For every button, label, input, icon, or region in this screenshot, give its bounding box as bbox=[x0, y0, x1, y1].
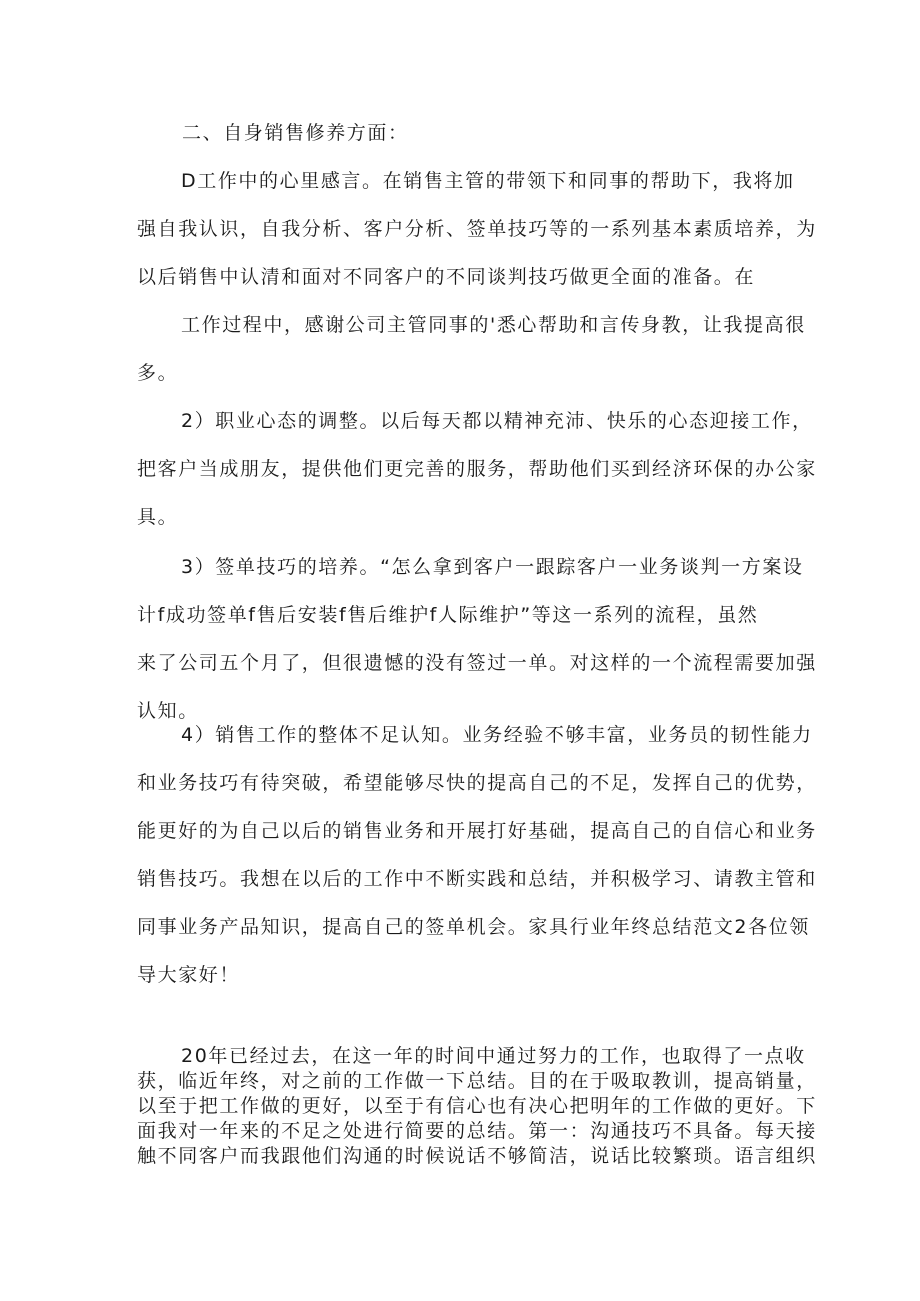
text-line: 强自我认识，自我分析、客户分析、签单技巧等的一系列基本素质培养，为 bbox=[137, 218, 817, 240]
text-line: 获，临近年终，对之前的工作做一下总结。目的在于吸取教训，提高销量， bbox=[137, 1070, 817, 1092]
paragraph-1 bbox=[137, 157, 817, 301]
paragraph-6 bbox=[137, 1044, 817, 1169]
text-line: 工作过程中，感谢公司主管同事的'悉心帮助和言传身教，让我提高很 bbox=[181, 314, 806, 336]
text-line: 把客户当成朋友，提供他们更完善的服务，帮助他们买到经济环保的办公家 bbox=[137, 458, 817, 480]
text-line: 以至于把工作做的更好，以至于有信心也有决心把明年的工作做的更好。下 bbox=[137, 1095, 817, 1117]
section-heading: 二、自身销售修养方面： bbox=[182, 122, 409, 144]
text-line: 销售技巧。我想在以后的工作中不断实践和总结，并积极学习、请教主管和 bbox=[137, 868, 817, 890]
text-line: 具。 bbox=[137, 506, 179, 528]
text-line: 导大家好！ bbox=[137, 964, 241, 986]
text-line: 以后销售中认清和面对不同客户的不同谈判技巧做更全面的准备。在 bbox=[137, 266, 756, 288]
text-line: 面我对一年来的不足之处进行简要的总结。第一：沟通技巧不具备。每天接 bbox=[137, 1120, 817, 1142]
text-line: 多。 bbox=[137, 362, 179, 384]
paragraph-3 bbox=[137, 397, 817, 541]
text-line: 能更好的为自己以后的销售业务和开展打好基础，提高自己的自信心和业务 bbox=[137, 820, 817, 842]
text-line: 触不同客户而我跟他们沟通的时候说话不够简洁，说话比较繁琐。语言组织 bbox=[137, 1145, 817, 1167]
text-line: 4）销售工作的整体不足认知。业务经验不够丰富，业务员的韧性能力 bbox=[181, 724, 813, 746]
text-line: 认知。 bbox=[137, 700, 199, 722]
text-line: 20年已经过去，在这一年的时间中通过努力的工作，也取得了一点收 bbox=[181, 1045, 806, 1067]
text-line: D工作中的心里感言。在销售主管的带领下和同事的帮助下，我将加 bbox=[181, 170, 795, 192]
text-line: 来了公司五个月了，但很遗憾的没有签过一单。对这样的一个流程需要加强 bbox=[137, 652, 817, 674]
text-line: 同事业务产品知识，提高自己的签单机会。家具行业年终总结范文2各位领 bbox=[137, 916, 810, 938]
text-line: 2）职业心态的调整。以后每天都以精神充沛、快乐的心态迎接工作， bbox=[181, 410, 813, 432]
text-line: 和业务技巧有待突破，希望能够尽快的提高自己的不足，发挥自己的优势， bbox=[137, 772, 817, 794]
paragraph-2 bbox=[137, 301, 806, 397]
text-line: 计f成功签单f售后安装f售后维护f人际维护”等这一系列的流程，虽然 bbox=[137, 604, 759, 626]
text-line: 3）签单技巧的培养。“怎么拿到客户一跟踪客户一业务谈判一方案设 bbox=[181, 556, 804, 578]
paragraph-5 bbox=[137, 711, 817, 999]
